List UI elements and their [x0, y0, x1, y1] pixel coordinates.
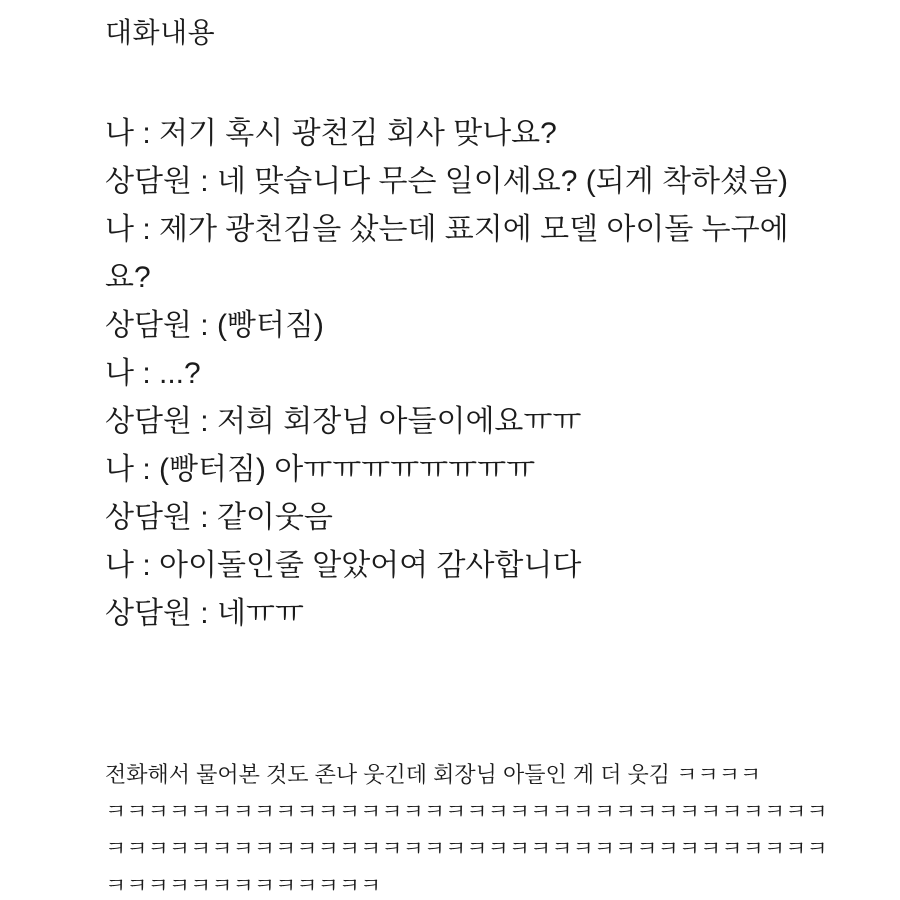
- conversation-line: 상담원 : (빵터짐): [105, 309, 324, 342]
- conversation-line: 나 : 저기 혹시 광천김 회사 맞나요?: [105, 117, 557, 150]
- conversation-line: 상담원 : 저희 회장님 아들이에요ㅠㅠ: [105, 405, 582, 438]
- footer-comment-line: 전화해서 물어본 것도 존나 웃긴데 회장님 아들인 게 더 웃김 ㅋㅋㅋㅋ: [105, 762, 762, 787]
- footer-comment-block: [105, 756, 860, 900]
- conversation-line: 나 : (빵터짐) 아ㅠㅠㅠㅠㅠㅠㅠㅠ: [105, 453, 536, 486]
- conversation-line: 상담원 : 같이웃음: [105, 501, 333, 534]
- document-title: 대화내용: [105, 17, 216, 48]
- conversation-line: 상담원 : 네 맞습니다 무슨 일이세요? (되게 착하셨음): [105, 165, 788, 198]
- kkk-row: ㅋㅋㅋㅋㅋㅋㅋㅋㅋㅋㅋㅋㅋㅋㅋㅋㅋㅋㅋㅋㅋㅋㅋㅋㅋㅋㅋㅋㅋㅋㅋㅋㅋㅋ: [105, 836, 828, 861]
- conversation-line: 요?: [105, 261, 151, 294]
- conversation-block: [105, 110, 860, 638]
- conversation-line: 상담원 : 네ㅠㅠ: [105, 597, 304, 630]
- conversation-line: 나 : ...?: [105, 357, 201, 390]
- document-content: [105, 14, 860, 900]
- conversation-line: 나 : 아이돌인줄 알았어여 감사합니다: [105, 549, 582, 582]
- kkk-row: ㅋㅋㅋㅋㅋㅋㅋㅋㅋㅋㅋㅋㅋㅋㅋㅋㅋㅋㅋㅋㅋㅋㅋㅋㅋㅋㅋㅋㅋㅋㅋㅋㅋㅋ: [105, 799, 828, 824]
- conversation-line: 나 : 제가 광천김을 샀는데 표지에 모델 아이돌 누구에: [105, 213, 789, 246]
- kkk-row: ㅋㅋㅋㅋㅋㅋㅋㅋㅋㅋㅋㅋㅋ: [105, 873, 382, 898]
